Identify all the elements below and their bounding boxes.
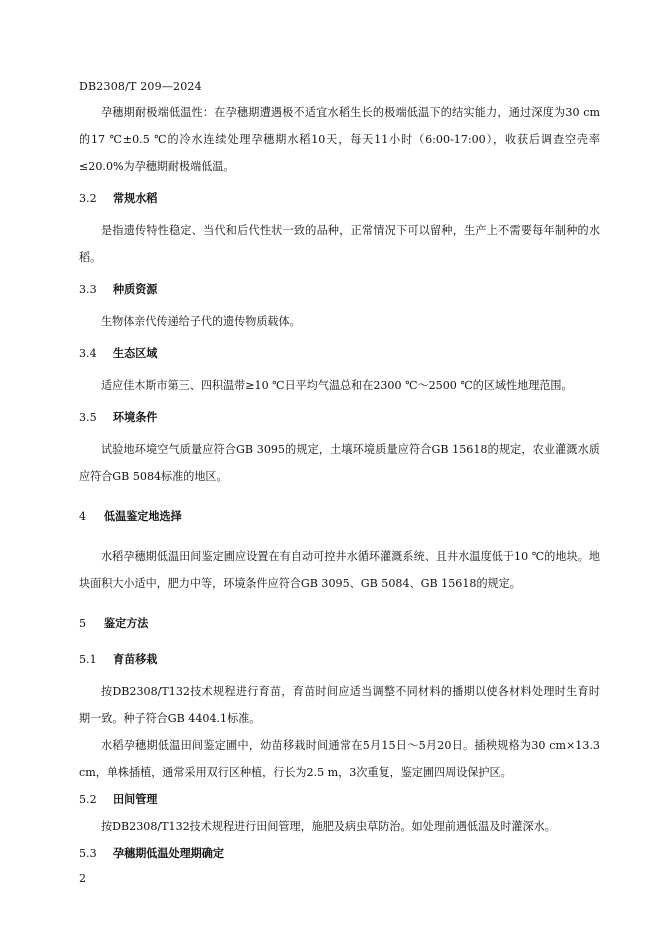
section-number: 5.2 [79,793,97,806]
heading-3-5 [79,404,600,431]
section-number: 5.1 [79,653,97,666]
section-number: 3.4 [79,347,97,360]
paragraph-ecological-region: 适应佳木斯市第三、四积温带≥10 ℃日平均气温总和在2300 ℃～2500 ℃的区域性地理范围。 [101,379,573,392]
section-title: 田间管理 [113,793,158,806]
section-title: 常规水稻 [113,192,158,205]
section-number: 3.2 [79,192,97,205]
paragraph-conventional-rice: 是指遗传特性稳定、当代和后代性状一致的品种，正常情况下可以留种，生产上不需要每年制种的水稻。 [79,224,600,264]
heading-3-3 [79,276,600,303]
section-title: 环境条件 [113,411,158,424]
heading-3-2 [79,185,600,212]
section-number: 5 [79,617,87,630]
section-title: 种质资源 [113,283,158,296]
paragraph-site-selection: 水稻孕穗期低温田间鉴定圃应设置在有自动可控井水循环灌溉系统、且井水温度低于10 ℃的地块。地块面积大小适中，肥力中等，环境条件应符合GB 3095、GB 5084、GB 15618的规定。 [79,550,600,590]
section-title: 育苗移栽 [113,653,158,666]
section-number: 3.5 [79,411,97,424]
paragraph-germplasm: 生物体亲代传递给子代的遗传物质载体。 [101,315,301,328]
page-number: 2 [79,872,86,885]
section-title: 孕穗期低温处理期确定 [113,847,224,860]
section-title: 鉴定方法 [104,617,149,630]
document-body [79,99,600,867]
heading-5-3 [79,840,600,867]
heading-5-2 [79,786,600,813]
paragraph-booting-stage-cold-tolerance: 孕穗期耐极端低温性：在孕穗期遭遇极不适宜水稻生长的极端低温下的结实能力，通过深度为30 cm的17 ℃±0.5 ℃的冷水连续处理孕穗期水稻10天，每天11小时（6:00-17:00），收获后调查空壳率≤20.0%为孕穗期耐极端低温。 [79,106,600,173]
paragraph-transplanting: 水稻孕穗期低温田间鉴定圃中，幼苗移栽时间通常在5月15日～5月20日。插秧规格为30 cm×13.3 cm，单株插植，通常采用双行区种植，行长为2.5 m，3次重复，鉴定圃四周设保护区。 [79,739,600,779]
section-number: 5.3 [79,847,97,860]
section-number: 4 [79,510,87,523]
paragraph-environment: 试验地环境空气质量应符合GB 3095的规定，土壤环境质量应符合GB 15618的规定，农业灌溉水质应符合GB 5084标准的地区。 [79,443,600,483]
heading-5-1 [79,646,600,673]
heading-4 [79,503,600,530]
section-title: 生态区域 [113,347,158,360]
section-title: 低温鉴定地选择 [104,510,182,523]
paragraph-seedling-raising: 按DB2308/T132技术规程进行育苗，育苗时间应适当调整不同材料的播期以使各材料处理时生育时期一致。种子符合GB 4404.1标准。 [79,685,600,725]
heading-3-4 [79,340,600,367]
section-number: 3.3 [79,283,97,296]
document-id-header: DB2308/T 209—2024 [79,80,202,93]
heading-5 [79,610,600,637]
paragraph-field-management: 按DB2308/T132技术规程进行田间管理，施肥及病虫草防治。如处理前遇低温及时灌深水。 [101,820,556,833]
